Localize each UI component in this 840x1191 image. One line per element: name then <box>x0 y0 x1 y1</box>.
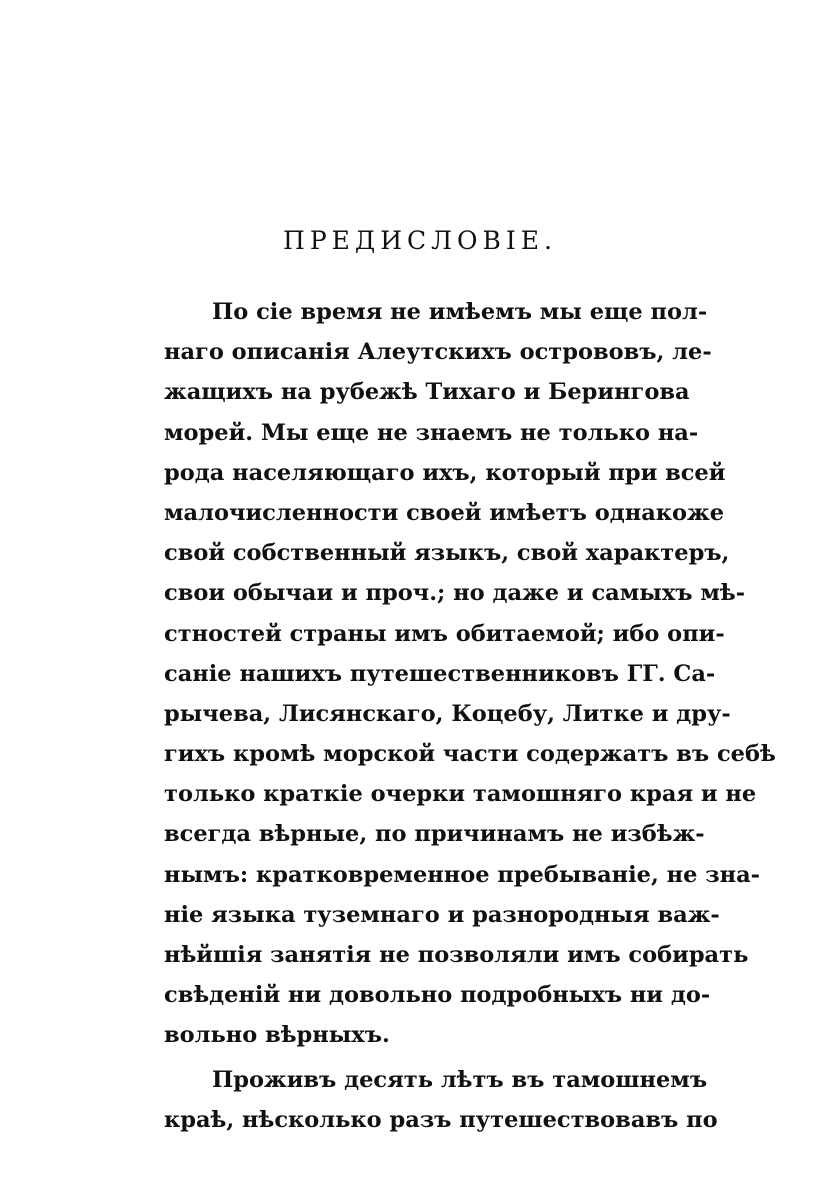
text-line: морей. Мы еще не знаемъ не только на- <box>164 419 699 446</box>
text-line: свѣденій ни довольно подробныхъ ни до- <box>164 982 711 1009</box>
page-title: ПРЕДИСЛОВІЕ. <box>283 226 557 255</box>
text-line: наго описанія Алеутскихъ острововъ, ле- <box>164 339 712 366</box>
text-line: Проживъ десять лѣтъ въ тамошнемъ <box>212 1066 708 1093</box>
text-line: саніе нашихъ путешественниковъ ГГ. Са- <box>164 660 716 687</box>
text-line: малочисленности своей имѣетъ однакоже <box>164 499 725 526</box>
text-line: краѣ, нѣсколько разъ путешествовавъ по <box>164 1106 718 1133</box>
text-line: вольно вѣрныхъ. <box>164 1022 390 1049</box>
text-line: нѣйшія занятія не позволяли имъ собирать <box>164 942 749 968</box>
text-line: стностей страны имъ обитаемой; ибо опи- <box>164 620 725 647</box>
text-line: только краткіе очерки тамошняго края и не <box>164 781 757 808</box>
text-line: жащихъ на рубежѣ Тихаго и Берингова <box>164 379 690 406</box>
text-line: гихъ кромѣ морской части содержатъ въ себѣ <box>164 741 776 768</box>
paragraph-1 <box>164 292 776 1056</box>
paragraph-2 <box>164 1060 718 1140</box>
text-line: всегда вѣрные, по причинамъ не избѣж- <box>164 821 705 848</box>
text-line: рычева, Лисянскаго, Коцебу, Литке и дру- <box>164 700 731 727</box>
text-line: ніе языка туземнаго и разнородныя важ- <box>164 901 720 928</box>
text-line: свой собственный языкъ, свой характеръ, <box>164 540 730 567</box>
preface-text <box>164 292 776 1140</box>
text-line: рода населяющаго ихъ, который при всей <box>164 459 726 486</box>
text-line: нымъ: кратковременное пребываніе, не зна- <box>164 861 761 888</box>
text-line: свои обычаи и проч.; но даже и самыхъ мѣ- <box>164 580 746 607</box>
text-line: По сіе время не имѣемъ мы еще пол- <box>212 299 708 325</box>
